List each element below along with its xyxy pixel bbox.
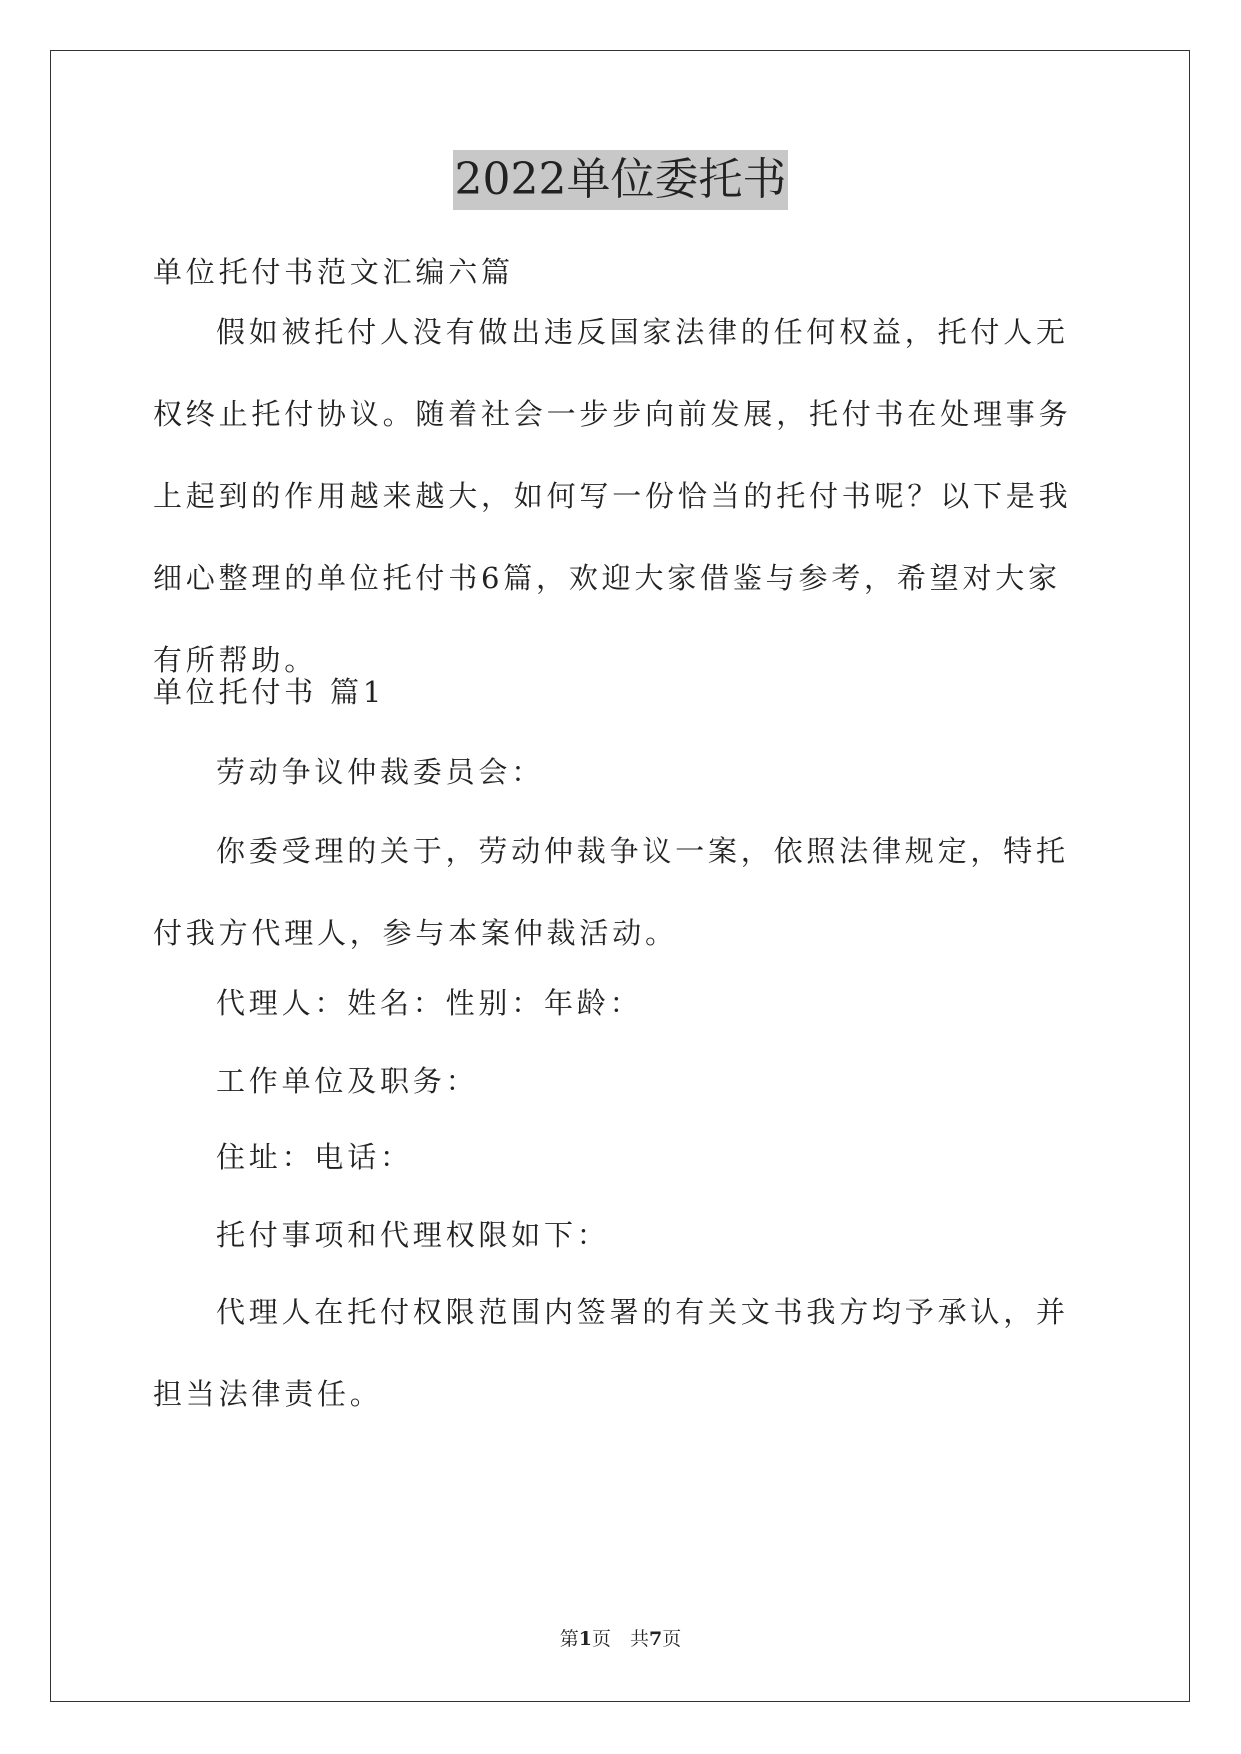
page-label-prefix: 第 (559, 1628, 579, 1650)
document-title-text: 2022单位委托书 (453, 150, 789, 210)
current-page-number: 1 (578, 1628, 592, 1650)
section-heading-1: 单位托付书 篇1 (153, 675, 386, 709)
body-paragraph: 你委受理的关于，劳动仲裁争议一案，依照法律规定，特托付我方代理人，参与本案仲裁活动。 (153, 834, 1069, 950)
page-footer (0, 1626, 1241, 1652)
authority-paragraph: 代理人在托付权限范围内签署的有关文书我方均予承认，并担当法律责任。 (153, 1295, 1069, 1411)
total-page-count: 7 (649, 1628, 663, 1650)
document-title (0, 150, 1241, 210)
addressee: 劳动争议仲裁委员会： (216, 755, 545, 789)
employer-line: 工作单位及职务： (216, 1064, 479, 1098)
intro-paragraph: 假如被托付人没有做出违反国家法律的任何权益，托付人无权终止托付协议。随着社会一步步向前发展，托付书在处理事务上起到的作用越来越大，如何写一份恰当的托付书呢？以下是我细心整理的单位托付书6篇，欢迎大家借鉴与参考，希望对大家有所帮助。 (153, 315, 1072, 677)
address-line: 住址：电话： (216, 1140, 413, 1174)
page-label-suffix: 页 (662, 1628, 682, 1650)
authority-heading: 托付事项和代理权限如下： (216, 1218, 610, 1252)
agent-info-line: 代理人：姓名：性别：年龄： (216, 986, 643, 1020)
page-label-middle: 页 共 (591, 1628, 649, 1650)
subtitle: 单位托付书范文汇编六篇 (153, 255, 514, 289)
